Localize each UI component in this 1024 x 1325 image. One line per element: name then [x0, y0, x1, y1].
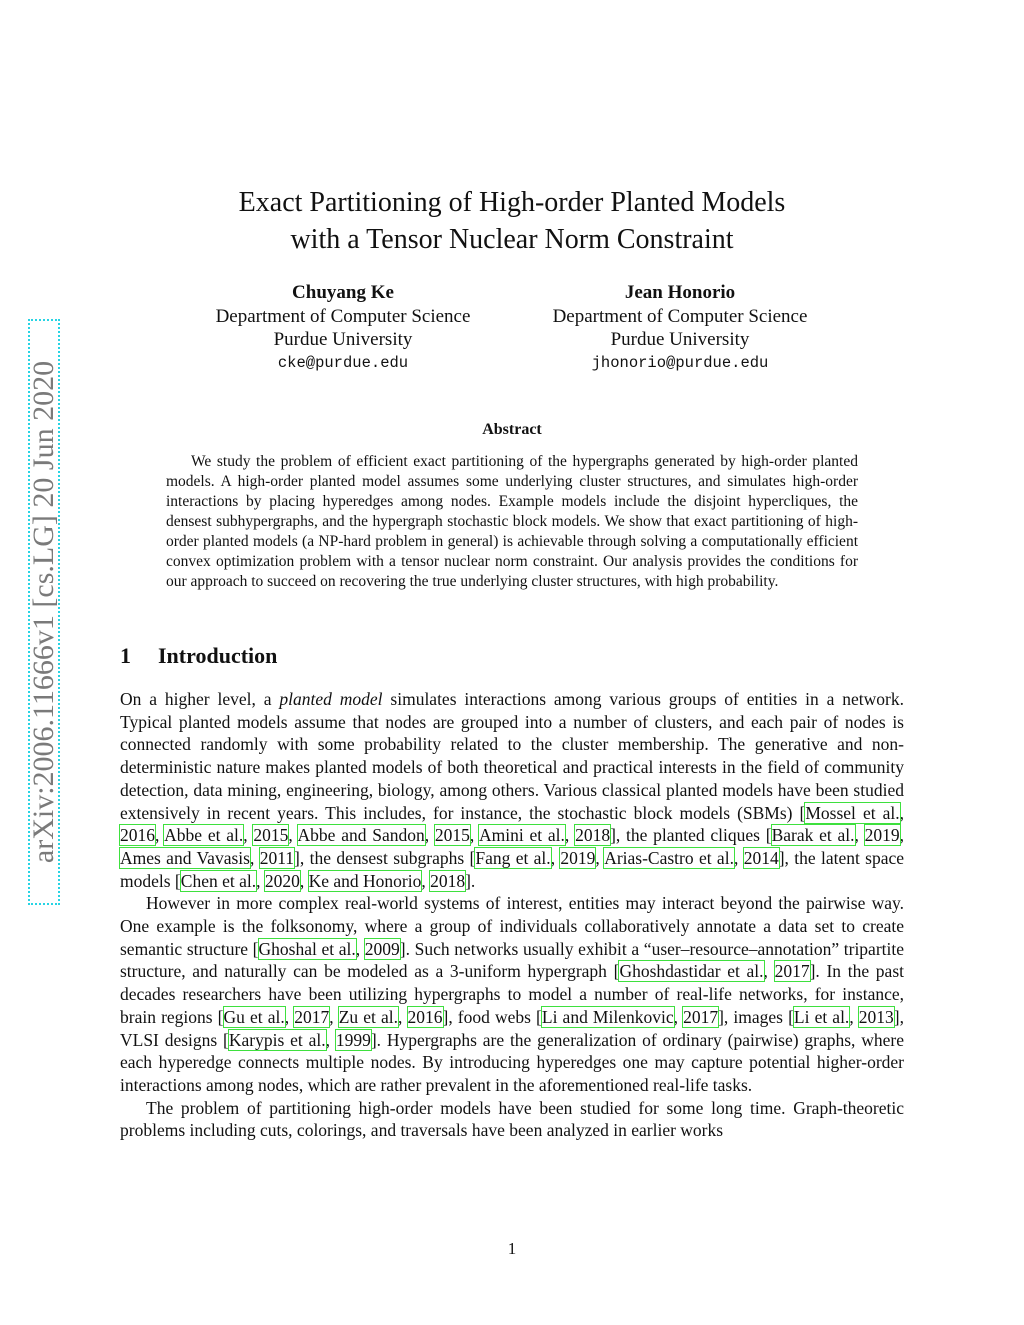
text-run: ,: [243, 825, 254, 846]
text-run: ,: [249, 847, 260, 868]
author-block-2: [515, 281, 845, 375]
section-number: 1: [120, 643, 131, 668]
citation-year-link[interactable]: 2017: [774, 961, 810, 982]
citation-year-link[interactable]: 2019: [864, 825, 900, 846]
text-run: ,: [899, 825, 905, 846]
citation-link[interactable]: Mossel et al.: [805, 802, 900, 823]
citation-link[interactable]: Arias-Castro et al.: [604, 847, 734, 868]
text-run: ,: [329, 1006, 339, 1027]
text-run: ], the densest subgraphs [: [294, 847, 476, 868]
author-email[interactable]: jhonorio@purdue.edu: [591, 353, 769, 372]
title-line-2: with a Tensor Nuclear Norm Constraint: [290, 224, 734, 255]
author-name: Chuyang Ke: [292, 282, 394, 303]
citation-link[interactable]: Li et al.: [793, 1006, 850, 1027]
text-run: ], the planted cliques [: [610, 825, 772, 846]
paragraph-3: The problem of partitioning high-order models have been studied for some long time. Graph-theoretic problems including cuts, colorings, and traversals have been analyzed in earlier works: [120, 1097, 904, 1141]
text-run: ,: [763, 961, 775, 982]
text-run: ,: [849, 1006, 859, 1027]
text-run: ,: [398, 1006, 408, 1027]
citation-link[interactable]: Ghoshal et al.: [258, 938, 356, 959]
citation-year-link[interactable]: 1999: [335, 1029, 371, 1050]
citation-year-link[interactable]: 2016: [407, 1006, 443, 1027]
section-title: Introduction: [158, 643, 278, 668]
citation-year-link[interactable]: 2009: [364, 938, 400, 959]
citation-year-link[interactable]: 2019: [560, 847, 596, 868]
citation-link[interactable]: Karypis et al.: [228, 1029, 326, 1050]
text-run: ,: [155, 825, 165, 846]
citation-year-link[interactable]: 2013: [858, 1006, 894, 1027]
text-run: ,: [733, 847, 744, 868]
citation-link[interactable]: Gu et al.: [223, 1006, 285, 1027]
text-run: ]. Hypergraphs are the generalization of ordinary (pairwise) graphs, where each hyperedge connects multiple nodes. By introducing hyperedges one may capture potential higher-order interactions among nodes, which are rather prevalent in the aforementioned real-life tasks.: [120, 1029, 905, 1095]
abstract-heading: Abstract: [482, 421, 542, 438]
text-run: On a higher level, a: [120, 689, 280, 709]
text-run: ,: [288, 825, 298, 846]
citation-link[interactable]: Zu et al.: [338, 1006, 399, 1027]
section-heading: [120, 643, 277, 669]
text-run: ,: [595, 847, 605, 868]
text-run: simulates interactions among various groups of entities in a network. Typical planted models assume that nodes are grouped into a number of clusters, and each pair of nodes is connected randomly with some probability related to the cluster membership. The generative and non-deterministic nature makes planted models of both theoretical and practical interests in the field of community detection, data mining, engineering, biology, among others. Various classical planted models have been studied extensively in recent years. This includes, for instance, the stochastic block models (SBMs) [: [120, 689, 905, 823]
author-department: Department of Computer Science: [215, 305, 471, 327]
text-run: ], food webs [: [442, 1006, 542, 1027]
citation-year-link[interactable]: 2014: [743, 847, 779, 868]
page-number: 1: [507, 1239, 517, 1258]
emphasis: planted model: [279, 689, 383, 709]
text-run: ,: [256, 870, 265, 891]
text-run: ], the latent space models [: [120, 847, 905, 891]
text-run: ,: [355, 938, 365, 959]
text-run: ,: [284, 1006, 295, 1027]
text-run: ,: [550, 847, 561, 868]
author-university: Purdue University: [273, 329, 413, 350]
text-run: ,: [854, 825, 865, 846]
title-line-1: Exact Partitioning of High-order Planted Models: [238, 187, 786, 218]
author-block-1: [178, 281, 508, 375]
text-run: ,: [899, 802, 904, 823]
author-university: Purdue University: [610, 329, 750, 350]
abstract-text: We study the problem of efficient exact partitioning of the hypergraphs generated by high-order planted models. A high-order planted model assumes some underlying cluster structures, and simulates high-order interactions by placing hyperedges among nodes. Example models include the disjoint hypercliques, the densest subhypergraphs, and the hypergraph stochastic block models. We show that exact partitioning of high-order planted models (a NP-hard problem in general) is achievable through solving a computationally efficient convex optimization problem with a tensor nuclear norm constraint. Our analysis provides the conditions for our approach to succeed on recovering the true underlying cluster structures, with high probability.: [166, 453, 858, 590]
citation-link[interactable]: Abbe and Sandon: [297, 825, 425, 846]
text-run: ,: [424, 825, 435, 846]
citation-year-link[interactable]: 2020: [264, 870, 300, 891]
text-run: ].: [465, 870, 476, 891]
citation-link[interactable]: Ames and Vavasis: [120, 847, 250, 868]
text-run: ], VLSI designs [: [120, 1006, 904, 1050]
citation-year-link[interactable]: 2018: [430, 870, 466, 891]
author-name: Jean Honorio: [624, 282, 736, 303]
author-department: Department of Computer Science: [552, 305, 808, 327]
author-email[interactable]: cke@purdue.edu: [277, 353, 409, 372]
citation-year-link[interactable]: 2017: [683, 1006, 719, 1027]
text-run: ,: [325, 1029, 336, 1050]
introduction-body: [120, 688, 904, 1142]
text-run: ,: [673, 1006, 684, 1027]
citation-link[interactable]: Amini et al.: [479, 825, 565, 846]
text-run: ,: [564, 825, 576, 846]
citation-link[interactable]: Barak et al.: [771, 825, 855, 846]
citation-year-link[interactable]: 2016: [120, 825, 155, 846]
citation-link[interactable]: Chen et al.: [180, 870, 257, 891]
text-run: ,: [299, 870, 309, 891]
citation-year-link[interactable]: 2015: [434, 825, 470, 846]
text-run: ]. Such networks usually exhibit a “user–resource–annotation” tripartite structure, and naturally can be modeled as a 3-uniform hypergraph [: [120, 938, 905, 982]
citation-link[interactable]: Ke and Honorio: [308, 870, 422, 891]
citation-link[interactable]: Li and Milenkovic: [541, 1006, 674, 1027]
paragraph-2: [120, 892, 904, 1096]
paragraph-1: [120, 688, 904, 892]
arxiv-identifier-stamp[interactable]: arXiv:2006.11666v1 [cs.LG] 20 Jun 2020: [28, 319, 60, 905]
citation-link[interactable]: Fang et al.: [475, 847, 551, 868]
text-run: However in more complex real-world systems of interest, entities may interact beyond the pairwise way. One example is the folksonomy, where a group of individuals collaboratively annotate a data set to create semantic structure [: [120, 893, 904, 959]
citation-year-link[interactable]: 2018: [575, 825, 611, 846]
text-run: ,: [421, 870, 431, 891]
text-run: ]. In the past decades researchers have been utilizing hypergraphs to model a number of real-life networks, for instance, brain regions [: [120, 961, 904, 1027]
paper-title: [120, 184, 904, 258]
text-run: ,: [469, 825, 480, 846]
citation-year-link[interactable]: 2011: [259, 847, 295, 868]
text-run: ], images [: [718, 1006, 794, 1027]
citation-year-link[interactable]: 2015: [253, 825, 289, 846]
citation-year-link[interactable]: 2017: [294, 1006, 330, 1027]
citation-link[interactable]: Ghoshdastidar et al.: [619, 961, 764, 982]
citation-link[interactable]: Abbe et al.: [164, 825, 244, 846]
